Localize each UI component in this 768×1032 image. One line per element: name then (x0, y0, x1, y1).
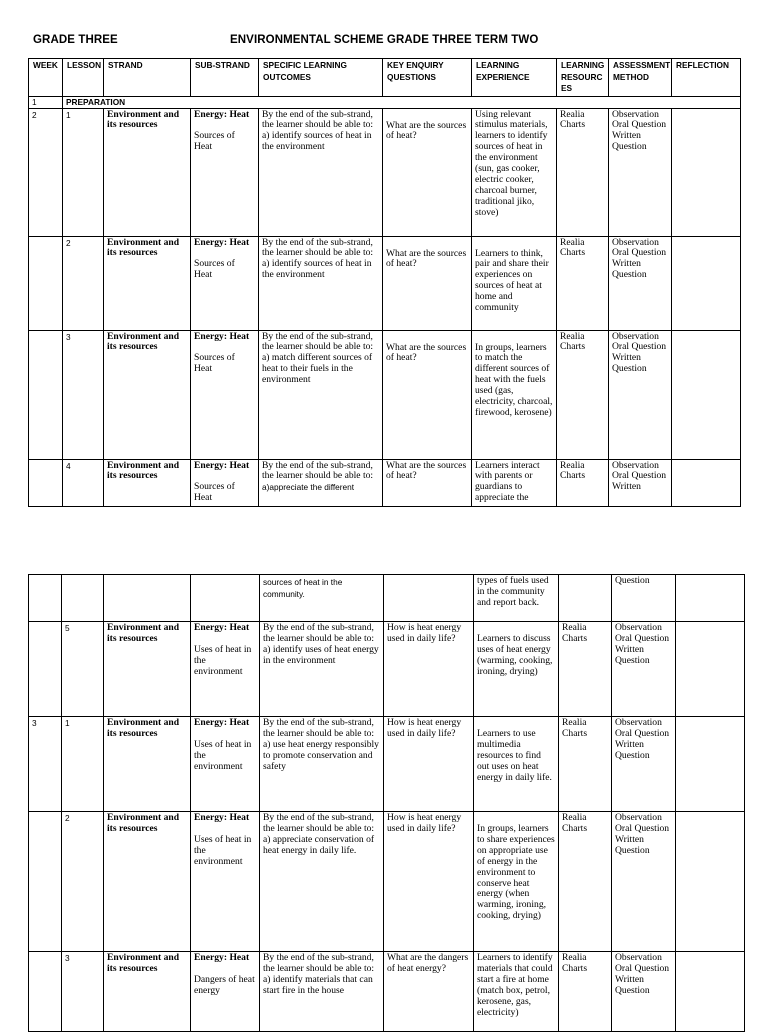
week-cell (29, 952, 62, 1032)
continuation-row (29, 575, 745, 622)
assessment-cell: Observation Oral Question Written Question (612, 622, 676, 717)
reflection-cell (672, 108, 741, 236)
lesson-cell: 1 (62, 717, 104, 812)
substrand-title: Energy: Heat (194, 622, 250, 633)
preparation-row (29, 96, 741, 108)
experience-cell: Learners to identify materials that could start a fire at home (match box, petrol, kerosene, gas, electricity) (474, 952, 559, 1032)
experience-cell (474, 622, 559, 717)
outcome-text: a) identify sources of heat in the environment (262, 130, 372, 153)
outcome-intro: By the end of the sub-strand, the learner should be able to: (262, 459, 374, 482)
column-header: LEARNING RESOURC ES (557, 59, 609, 97)
substrand-sub: Sources of Heat (194, 130, 235, 153)
substrand-cell (191, 717, 260, 812)
table-row (29, 812, 745, 952)
table-row (29, 622, 745, 717)
reflection-cell (672, 459, 741, 506)
outcome-intro: By the end of the sub-strand, the learner should be able to: (262, 108, 374, 131)
experience-text: In groups, learners to match the different sources of heat with the fuels used (gas, electricity, charcoal, firewood, kerosene) (475, 341, 553, 418)
table-row (29, 108, 741, 236)
table-row (29, 236, 741, 330)
lesson-cell: 2 (63, 236, 104, 330)
question-cell: What are the sources of heat? (383, 459, 472, 506)
substrand-sub: Uses of heat in the environment (194, 643, 252, 677)
substrand-title: Energy: Heat (194, 812, 250, 823)
week-cell (29, 812, 62, 952)
table-row (29, 717, 745, 812)
lesson-cell: 1 (63, 108, 104, 236)
strand-cell (104, 575, 191, 622)
question-cell (383, 330, 472, 459)
resources-cell (559, 575, 612, 622)
outcome-intro: By the end of the sub-strand, the learner should be able to: (263, 717, 375, 739)
question-cell: How is heat energy used in daily life? (384, 622, 474, 717)
week-cell (29, 459, 63, 506)
outcome-intro: By the end of the sub-strand, the learner should be able to: (263, 812, 375, 834)
assessment-cell: Question (612, 575, 676, 622)
resources-cell: Realia Charts (557, 236, 609, 330)
experience-text: Learners to discuss uses of heat energy (warming, cooking, ironing, drying) (477, 633, 553, 677)
page-two (0, 540, 768, 1024)
reflection-cell (676, 622, 745, 717)
outcome-intro: By the end of the sub-strand, the learner should be able to: (263, 952, 375, 974)
question-cell: How is heat energy used in daily life? (384, 717, 474, 812)
outcome-cell: sources of heat in the community. (260, 575, 384, 622)
substrand-cell (191, 330, 259, 459)
question-cell (383, 108, 472, 236)
outcome-cell (260, 812, 384, 952)
outcome-cell (260, 952, 384, 1032)
outcome-text: a) appreciate conservation of heat energy in daily life. (263, 833, 375, 856)
reflection-cell (676, 717, 745, 812)
table-row (29, 952, 745, 1032)
assessment-cell: Observation Oral Question Written Question (612, 812, 676, 952)
question-cell: What are the dangers of heat energy? (384, 952, 474, 1032)
column-header: SUB-STRAND (191, 59, 259, 97)
lesson-cell: 2 (62, 812, 104, 952)
substrand-cell (191, 812, 260, 952)
strand-cell: Environment and its resources (104, 108, 191, 236)
question-text: What are the sources of heat? (386, 247, 467, 270)
scheme-table-page-two (28, 574, 745, 1032)
experience-text: Learners to think, pair and share their experiences on sources of heat at home and community (475, 247, 549, 314)
week-cell (29, 330, 63, 459)
column-header: STRAND (104, 59, 191, 97)
substrand-title: Energy: Heat (194, 717, 250, 728)
resources-cell: Realia Charts (557, 459, 609, 506)
experience-cell (474, 717, 559, 812)
outcome-cell (259, 330, 383, 459)
outcome-text: a)appreciate the different (262, 482, 355, 493)
experience-cell: Learners interact with parents or guardians to appreciate the (472, 459, 557, 506)
lesson-cell: 4 (63, 459, 104, 506)
lesson-cell: 5 (62, 622, 104, 717)
substrand-cell (191, 952, 260, 1032)
resources-cell: Realia Charts (559, 622, 612, 717)
table-row (29, 330, 741, 459)
question-text: What are the sources of heat? (386, 341, 467, 364)
outcome-intro: By the end of the sub-strand, the learner should be able to: (262, 236, 374, 259)
outcome-text: a) match different sources of heat to their fuels in the environment (262, 352, 373, 386)
column-header: REFLECTION (672, 59, 741, 97)
week-cell: 1 (29, 96, 63, 108)
week-cell (29, 575, 62, 622)
substrand-sub: Uses of heat in the environment (194, 738, 252, 772)
lesson-cell: 3 (62, 952, 104, 1032)
scheme-table-page-one (28, 58, 741, 507)
substrand-sub: Uses of heat in the environment (194, 833, 252, 867)
week-cell: 2 (29, 108, 63, 236)
experience-cell: types of fuels used in the community and report back. (474, 575, 559, 622)
column-header: ASSESSMENT METHOD (609, 59, 672, 97)
column-header: SPECIFIC LEARNING OUTCOMES (259, 59, 383, 97)
reflection-cell (676, 812, 745, 952)
outcome-intro: By the end of the sub-strand, the learner should be able to: (263, 622, 375, 644)
outcome-cell (259, 236, 383, 330)
experience-cell: Using relevant stimulus materials, learners to identify sources of heat in the environment (sun, gas cooker, electric cooker, charcoal burner, traditional jiko, stove) (472, 108, 557, 236)
strand-cell: Environment and its resources (104, 459, 191, 506)
resources-cell: Realia Charts (559, 717, 612, 812)
document-title: ENVIRONMENTAL SCHEME GRADE THREE TERM TWO (230, 34, 539, 46)
column-header: KEY ENQUIRY QUESTIONS (383, 59, 472, 97)
reflection-cell (676, 575, 745, 622)
table-header-row (29, 59, 741, 97)
grade-label: GRADE THREE (33, 34, 118, 46)
preparation-label: PREPARATION (63, 96, 741, 108)
substrand-cell (191, 575, 260, 622)
resources-cell: Realia Charts (559, 812, 612, 952)
reflection-cell (672, 330, 741, 459)
substrand-title: Energy: Heat (194, 952, 250, 963)
assessment-cell: Observation Oral Question Written Question (609, 330, 672, 459)
substrand-title: Energy: Heat (194, 330, 250, 342)
question-cell: How is heat energy used in daily life? (384, 812, 474, 952)
experience-cell (472, 236, 557, 330)
strand-cell: Environment and its resources (104, 622, 191, 717)
resources-cell: Realia Charts (557, 108, 609, 236)
outcome-text: a) identify sources of heat in the environment (262, 258, 372, 281)
week-cell (29, 622, 62, 717)
question-cell (384, 575, 474, 622)
outcome-cell (260, 622, 384, 717)
substrand-sub: Sources of Heat (194, 352, 235, 375)
strand-cell: Environment and its resources (104, 236, 191, 330)
assessment-cell: Observation Oral Question Written Question (612, 717, 676, 812)
substrand-title: Energy: Heat (194, 459, 250, 471)
column-header: WEEK (29, 59, 63, 97)
substrand-cell (191, 622, 260, 717)
outcome-text: a) identify materials that can start fire in the house (263, 973, 373, 996)
reflection-cell (676, 952, 745, 1032)
substrand-cell (191, 459, 259, 506)
strand-cell: Environment and its resources (104, 330, 191, 459)
assessment-cell: Observation Oral Question Written Question (612, 952, 676, 1032)
outcome-cell (260, 717, 384, 812)
week-cell (29, 236, 63, 330)
outcome-cell (259, 459, 383, 506)
resources-cell: Realia Charts (557, 330, 609, 459)
outcome-intro: By the end of the sub-strand, the learner should be able to: (262, 330, 374, 353)
experience-text: In groups, learners to share experiences on appropriate use of energy in the environment to conserve heat energy (when warming, ironing, cooking, drying) (477, 823, 555, 922)
substrand-sub: Sources of Heat (194, 481, 235, 504)
table-row (29, 459, 741, 506)
strand-cell: Environment and its resources (104, 952, 191, 1032)
substrand-cell (191, 108, 259, 236)
substrand-title: Energy: Heat (194, 108, 250, 120)
substrand-title: Energy: Heat (194, 236, 250, 248)
column-header: LESSON (63, 59, 104, 97)
question-text: What are the sources of heat? (386, 119, 467, 142)
lesson-cell (62, 575, 104, 622)
substrand-sub: Sources of Heat (194, 258, 235, 281)
substrand-cell (191, 236, 259, 330)
assessment-cell: Observation Oral Question Written Question (609, 236, 672, 330)
lesson-cell: 3 (63, 330, 104, 459)
question-cell (383, 236, 472, 330)
reflection-cell (672, 236, 741, 330)
experience-cell (474, 812, 559, 952)
experience-cell (472, 330, 557, 459)
experience-text: Learners to use multimedia resources to find out uses on heat energy in daily life. (477, 728, 552, 783)
week-cell: 3 (29, 717, 62, 812)
substrand-sub: Dangers of heat energy (194, 973, 255, 996)
outcome-text: a) use heat energy responsibly to promote conservation and safety (263, 738, 379, 772)
strand-cell: Environment and its resources (104, 717, 191, 812)
resources-cell: Realia Charts (559, 952, 612, 1032)
outcome-text: a) identify uses of heat energy in the environment (263, 643, 379, 666)
outcome-cell (259, 108, 383, 236)
column-header: LEARNING EXPERIENCE (472, 59, 557, 97)
strand-cell: Environment and its resources (104, 812, 191, 952)
assessment-cell: Observation Oral Question Written (609, 459, 672, 506)
assessment-cell: Observation Oral Question Written Question (609, 108, 672, 236)
